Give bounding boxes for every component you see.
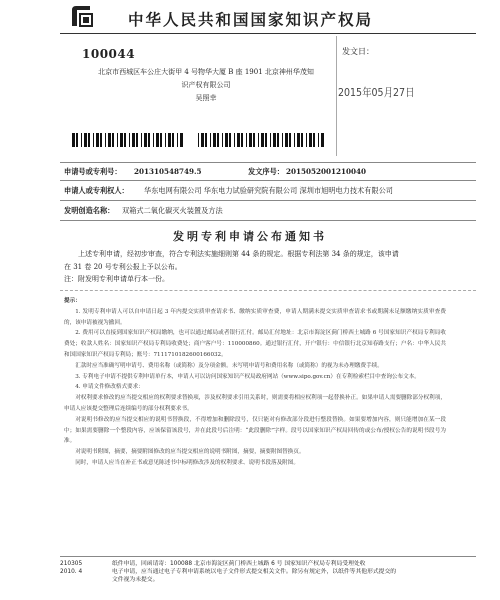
applicant-label: 申请人或专利权人：	[64, 186, 129, 195]
hint-item: 对权利要求修改的应当提交相应的权利要求替换项，涉及权利要求引用关系时，则需要将相应权利项一起替换补正。如果申请人需要删除部分权利项，申请人应该提交整理后连续编号的部分权利要求书。	[64, 395, 446, 412]
issue-date-label: 发文日：	[342, 47, 374, 56]
hint-item: 同时，申请人应当在补正书或意见陈述书中标明修改涉及的权利要求、说明书段落及附图。	[75, 459, 299, 466]
address-divider	[336, 36, 337, 156]
sipo-logo-icon	[68, 2, 96, 30]
divider	[60, 220, 476, 221]
application-no-label: 申请号或专利号：	[64, 167, 122, 176]
hint-item: 4. 申请文件修改格式要求：	[75, 384, 144, 391]
form-code-line: 2010. 4	[60, 569, 83, 575]
address-line: 识产权有限公司	[181, 81, 231, 89]
notice-heading: 发明专利申请公布通知书	[173, 230, 327, 243]
hint-item: 对说明书修改的应当提交相应的说明书替换段，不得增加和删除段号，仅只能对有修改部分段进行整段替换。如果要增加内容，则只能增加在某一段中；如果需要删除一个整段内容，应该保留该段号，并在此段号后注明：“此段删除”字样。段号以国家知识产权局回传的或公布/授权公告的说明书段号为准。	[64, 416, 446, 445]
application-no: 201310548749.5	[134, 167, 202, 176]
barcode-right	[198, 133, 324, 147]
serial-no-label: 发文序号：	[248, 167, 284, 176]
divider	[60, 200, 476, 201]
divider	[60, 162, 476, 163]
footer-line: 文件视为未提交。	[112, 577, 159, 583]
divider	[60, 290, 476, 291]
invention-title: 双箱式二氧化碳灭火装置及方法	[122, 206, 223, 215]
form-code	[60, 560, 82, 576]
postcode: 100044	[82, 47, 136, 61]
hint-item: 1. 发明专利申请人可以自申请日起 3 年内提交实质审查请求书、缴纳实质审查费，申请人期满未提交实质审查请求书或期满未足额缴纳实质审查费的，该申请被视为撤回。	[64, 308, 446, 326]
form-code-line: 210305	[60, 561, 83, 567]
invention-title-label: 发明创造名称：	[64, 206, 115, 215]
hints-heading: 提示：	[64, 298, 81, 304]
header-divider	[60, 33, 476, 34]
recipient-name: 吴照幸	[195, 94, 217, 102]
office-name: 中华人民共和国国家知识产权局	[128, 11, 374, 29]
barcode-left	[72, 133, 184, 147]
notice-note: 注：附发明专利申请单行本一份。	[64, 275, 169, 284]
footer-line: 纸件申请，回函请寄：100088 北京市海淀区蓟门桥西土城路 6 号 国家知识产权局专利局受理处收	[112, 561, 366, 567]
divider	[60, 180, 476, 181]
footer-notice	[112, 560, 472, 584]
notice-body-line: 在 31 卷 20 号专利公报上予以公布。	[64, 262, 182, 271]
hints-section	[64, 296, 446, 469]
serial-no: 2015052001210040	[286, 167, 367, 176]
notice-body-line: 上述专利申请，经初步审查，符合专利法实施细则第 44 条的规定。根据专利法第 34 条的规定，该申请	[78, 250, 399, 258]
address-line: 北京市西城区车公庄大街甲 4 号物华大厦 B 座 1901 北京神州华茂知	[98, 68, 314, 76]
footer-line: 电子申请，应当通过电子专利申请系统以电子文件形式提交相关文件。除另有规定外，以纸件等其他形式提交的	[112, 569, 397, 575]
applicants: 华东电网有限公司 华东电力试验研究院有限公司 深圳市旭明电力技术有限公司	[144, 186, 393, 195]
hint-item: 汇款时应当准确写明申请号、费用名称（或简称）及分项金额。未写明申请号和费用名称（或简称）的视为未办理缴费手续。	[75, 362, 383, 369]
hint-item: 3. 专利电子申请不提供专利申请单行本，申请人可以访问国家知识产权局政府网站（www.sipo.gov.cn）在专利检索栏目中查询公布文本。	[75, 373, 420, 380]
hint-item: 2. 费用可以直接到国家知识产权局缴纳，也可以通过邮局或者银行汇付。邮局汇付地址：北京市海淀区蓟门桥西土城路 6 号国家知识产权局专利局收费处；收款人姓名：国家知识产权局专利局收费处；商户客户号：110000860。通过银行汇付，开户银行：中信银行北京知春路支行；户名：中华人民共和国国家知识产权局专利局；账号：7111710182600166032。	[64, 330, 446, 358]
address-block	[78, 66, 334, 105]
issue-date-stamp: 2015年05月27日	[338, 86, 415, 99]
footer-divider	[60, 556, 476, 557]
notice-body	[64, 248, 444, 286]
hint-item: 对说明书附图，摘要，摘要附图修改的应当提交相应的说明书附图，摘要，摘要附图替换页。	[75, 449, 305, 456]
